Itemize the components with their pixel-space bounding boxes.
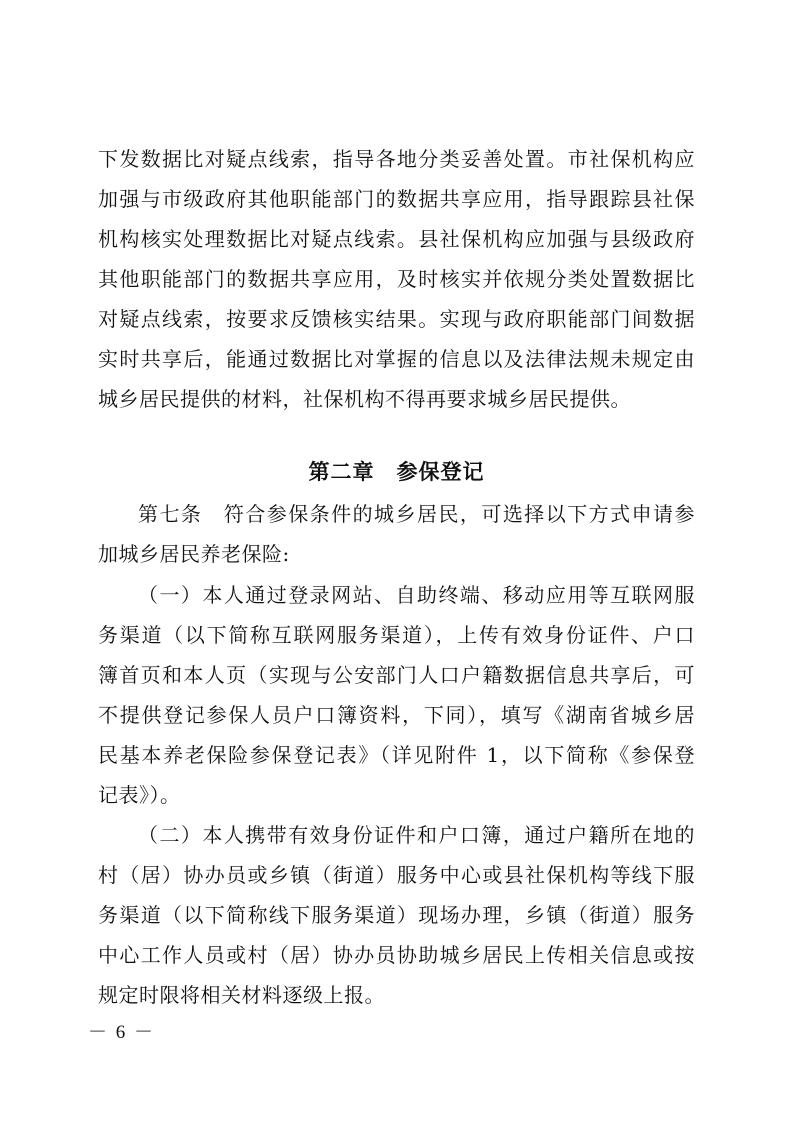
- item-line: 规定时限将相关材料逐级上报。: [98, 983, 385, 1007]
- article-line: 第七条 符合参保条件的城乡居民，可选择以下方式申请参: [138, 502, 695, 526]
- item-line: 中心工作人员或村（居）协办员协助城乡居民上传相关信息或按: [98, 943, 695, 967]
- item-line: 务渠道（以下简称线下服务渠道）现场办理，乡镇（街道）服务: [98, 903, 695, 927]
- article-line: 加城乡居民养老保险:: [98, 542, 290, 566]
- paragraph-line: 机构核实处理数据比对疑点线索。县社保机构应加强与县级政府: [98, 227, 695, 251]
- item-line: 务渠道（以下简称互联网服务渠道），上传有效身份证件、户口: [98, 623, 695, 647]
- page-number: － 6 －: [88, 1022, 156, 1043]
- item-line: 村（居）协办员或乡镇（街道）服务中心或县社保机构等线下服: [98, 863, 695, 887]
- paragraph-line: 城乡居民提供的材料，社保机构不得再要求城乡居民提供。: [98, 387, 631, 411]
- item-line: 民基本养老保险参保登记表》（详见附件 1，以下简称《参保登: [98, 743, 695, 767]
- chapter-heading: 第二章 参保登记: [308, 460, 485, 484]
- paragraph-line: 其他职能部门的数据共享应用，及时核实并依规分类处置数据比: [98, 267, 695, 291]
- paragraph-line: 实时共享后，能通过数据比对掌握的信息以及法律法规未规定由: [98, 347, 695, 371]
- paragraph-line: 对疑点线索，按要求反馈核实结果。实现与政府职能部门间数据: [98, 307, 695, 331]
- item-line: 不提供登记参保人员户口簿资料，下同），填写《湖南省城乡居: [98, 703, 695, 727]
- paragraph-line: 加强与市级政府其他职能部门的数据共享应用，指导跟踪县社保: [98, 187, 695, 211]
- item-line: （一）本人通过登录网站、自助终端、移动应用等互联网服: [138, 583, 695, 607]
- paragraph-line: 下发数据比对疑点线索，指导各地分类妥善处置。市社保机构应: [98, 147, 695, 171]
- item-line: （二）本人携带有效身份证件和户口簿，通过户籍所在地的: [138, 823, 695, 847]
- item-line: 记表》）。: [98, 783, 181, 807]
- item-line: 簿首页和本人页（实现与公安部门人口户籍数据信息共享后，可: [98, 663, 695, 687]
